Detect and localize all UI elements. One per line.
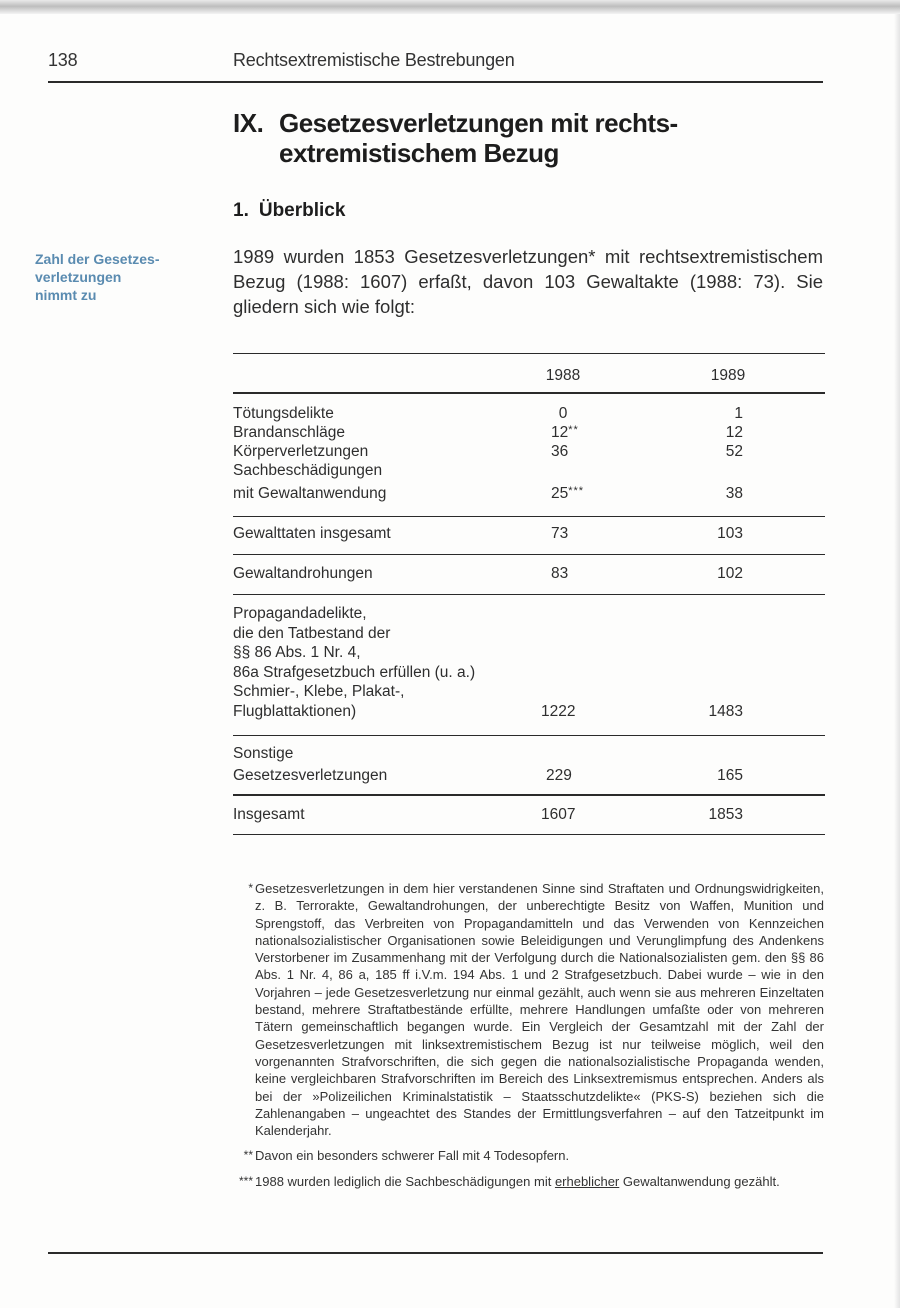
row-label-line-2: die den Tatbestand der [233,624,391,642]
value-1989: 52 [725,443,743,460]
row-label: Körperverletzungen [233,443,369,460]
row-label-line-3: §§ 86 Abs. 1 Nr. 4, [233,644,361,661]
value-1989: 1 [734,405,743,422]
section-heading [233,200,345,222]
footnote-3 [238,1173,824,1190]
value-1988: 229 [546,767,572,784]
scan-edge-top [0,0,900,14]
value-1988: 83 [551,565,569,582]
footnote-marker: *** [568,485,585,497]
table-top-rule [233,353,825,354]
value-1988: 1222 [541,702,576,720]
table-row [233,424,825,443]
chapter-title-line-1: Gesetzesverletzungen mit rechts- [279,108,678,138]
value-1988: 73 [551,525,569,542]
table-group-rule [233,516,825,517]
row-label: Gewalttaten insgesamt [233,525,391,542]
footnote-marker: ** [568,424,579,436]
footnotes [238,880,824,1198]
margin-note [35,250,215,304]
value-1989: 103 [717,525,743,542]
value-1988-number: 12 [551,424,569,441]
table-row [233,405,825,424]
chapter-number: IX. [233,108,264,138]
running-head-title: Rechtsextremistische Bestrebungen [233,50,515,70]
footnote-1 [248,880,824,1139]
row-label: Gewaltandrohungen [233,565,373,582]
footnote-mark: *** [238,1173,253,1188]
value-1989: 1853 [708,806,743,823]
value-1988: 1607 [541,806,576,823]
row-label-line-2: mit Gewaltanwendung [233,485,387,502]
value-1988-number: 25 [551,485,569,502]
footnote-2 [243,1147,824,1164]
chapter-title-line-2: extremistischem Bezug [279,138,559,168]
row-label-line-2: Gesetzesverletzungen [233,767,388,784]
row-label-line-1: Propagandadelikte, [233,605,367,622]
value-1988 [551,485,584,503]
table-row [233,604,825,724]
page-number: 138 [48,50,78,70]
row-label: Brandanschläge [233,424,346,441]
chapter-title [279,108,749,168]
table-total-rule [233,794,825,796]
section-title: Überblick [258,200,346,221]
table-group-rule [233,735,825,736]
section-number: 1. [233,200,249,221]
scan-edge-right [894,14,900,1308]
value-1989: 165 [717,767,743,784]
footer-rule [48,1252,823,1254]
footnote-text-after: Gewaltanwendung gezählt. [619,1173,780,1189]
margin-note-line-2: verletzungen [35,269,122,285]
column-header-1988: 1988 [545,367,581,384]
value-1988: 0 [558,405,568,422]
value-1989: 102 [717,565,743,582]
table-row [233,462,825,506]
row-label: Insgesamt [233,806,305,823]
value-1988 [551,424,579,442]
value-1989: 12 [725,424,743,441]
row-label-line-4: 86a Strafgesetzbuch erfüllen (u. a.) [233,663,476,681]
table-bottom-rule [233,834,825,835]
table-group-rule [233,554,825,555]
row-label: Tötungsdelikte [233,405,334,422]
margin-note-line-1: Zahl der Gesetzes- [35,251,160,267]
row-label-line-5: Schmier-, Klebe, Plakat-, [233,683,405,700]
value-1989: 1483 [708,702,743,720]
table-row [233,443,825,462]
row-label [233,604,475,721]
value-1988: 36 [551,443,569,460]
table-header-rule [233,392,825,394]
footnote-mark: * [248,881,253,895]
footnote-text: Davon ein besonders schwerer Fall mit 4 Todesopfern. [255,1148,570,1164]
row-label-line-1: Sachbeschädigungen [233,462,383,479]
footnote-mark: ** [243,1148,253,1163]
value-1989: 38 [725,485,743,502]
margin-note-line-3: nimmt zu [35,287,97,303]
intro-paragraph: 1989 wurden 1853 Gesetzesverletzungen* mit rechtsextremistischem Bezug (1988: 1607) erfaßt, davon 103 Gewaltakte (1988: 73). Sie gliedern sich wie folgt: [233,246,823,317]
footnote-text-before: 1988 wurden lediglich die Sachbeschädigungen mit [255,1173,555,1189]
column-header-1989: 1989 [710,367,746,384]
row-label-line-6: Flugblattaktionen) [233,702,357,720]
footnote-text: Gesetzesverletzungen in dem hier verstandenen Sinne sind Straftaten und Ordnungswidrigkeiten, z. B. Terrorakte, Gewaltandrohungen, der unberechtigte Besitz von Waffen, Munition und Sprengstoff, das Verbreiten von Propagandamitteln und das Verwenden von Kennzeichen nationalsozialistischer Organisationen sowie Beleidigungen und Verunglimpfung des Andenkens Verstorbener im Zusammenhang mit der Verfolgung durch die Nationalsozialisten gem. den §§ 86 Abs. 1 Nr. 4, 86 a, 185 ff i.V.m. 194 Abs. 1 und 2 Strafgesetzbuch. Dabei wurde – wie in den Vorjahren – jede Gesetzesverletzung nur einmal gezählt, auch wenn sie aus mehreren Einzeltaten bestand, mehrere Straftatbestände erfüllte, mehrere Handlungen umfaßte oder von mehreren Tätern gemeinschaftlich begangen wurde. Ein Vergleich der Gesamtzahl mit der Zahl der Gesetzesverletzungen mit linksextremistischem Bezug ist nur teilweise möglich, weil den vorgenannten Strafvorschriften, die sich gegen die nationalsozialistische Propaganda wenden, keine vergleichbaren Strafvorschriften im Bereich des Linksextremismus entsprechen. Anders als bei der »Polizeilichen Kriminalstatistik – Staatsschutzdelikte« (PKS-S) beziehen sich die Zahlenangaben – ungeachtet des Standes der Ermittlungsverfahren – auf den Tatzeitpunkt im Kalenderjahr. [255,881,824,1139]
table-group-rule [233,594,825,595]
row-label-line-1: Sonstige [233,745,294,762]
header-rule [48,81,823,83]
footnote-text-underlined: erheblicher [554,1173,620,1189]
